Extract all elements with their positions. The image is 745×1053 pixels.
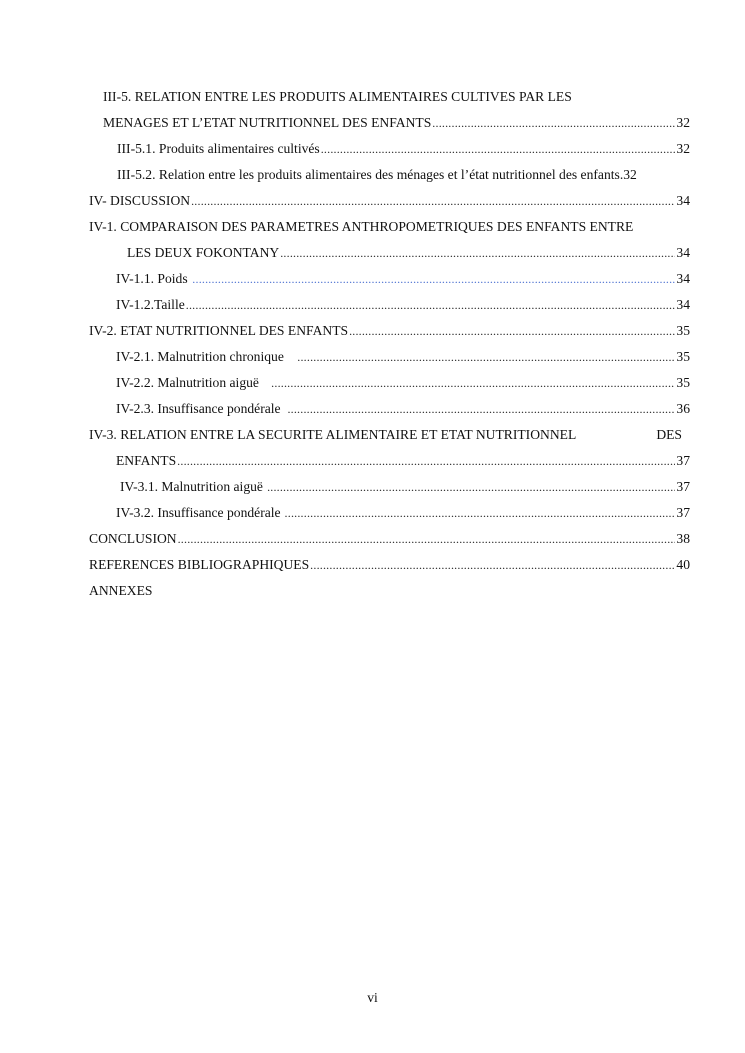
toc-entry-title: III-5.1. Produits alimentaires cultivés — [117, 141, 320, 156]
toc-entry-title: IV-2.1. Malnutrition chronique — [116, 349, 284, 364]
leader-dots — [287, 400, 675, 418]
toc-entry[interactable] — [116, 348, 690, 366]
toc-entry[interactable] — [89, 218, 690, 236]
toc-entry-page: 37 — [676, 453, 690, 468]
toc-entry-title: IV-3.2. Insuffisance pondérale — [116, 505, 281, 520]
toc-entry-title: IV-3.1. Malnutrition aiguë — [120, 479, 263, 494]
leader-dots — [178, 530, 676, 548]
toc-entry-title-tail: DES — [656, 427, 682, 442]
leader-dots — [321, 140, 676, 158]
toc-entry[interactable] — [89, 322, 690, 340]
toc-entry[interactable] — [89, 582, 690, 600]
toc-entry-page: 34 — [676, 297, 690, 312]
toc-entry[interactable] — [117, 166, 690, 184]
toc-entry-page: 38 — [676, 531, 690, 546]
toc-entry-title: ENFANTS — [116, 453, 177, 468]
toc-entry[interactable] — [116, 374, 690, 392]
toc-entry[interactable] — [116, 504, 690, 522]
toc-entry-title: IV-1. COMPARAISON DES PARAMETRES ANTHROPOMETRIQUES DES ENFANTS ENTRE — [89, 219, 634, 234]
leader-dots — [432, 114, 675, 132]
toc-entry-page: 34 — [676, 193, 690, 208]
toc-entry[interactable] — [116, 452, 690, 470]
leader-dots — [177, 452, 675, 470]
toc-entry-page: 34 — [676, 245, 690, 260]
leader-dots — [192, 270, 675, 288]
toc-entry-page: 32 — [676, 141, 690, 156]
toc-entry-title: IV-2.2. Malnutrition aiguë — [116, 375, 259, 390]
toc-entry-title: IV-1.2.Taille — [116, 297, 185, 312]
toc-entry-title: MENAGES ET L’ETAT NUTRITIONNEL DES ENFANTS — [103, 115, 432, 130]
toc-entry[interactable] — [120, 478, 690, 496]
toc-entry-title: III-5.2. Relation entre les produits alimentaires des ménages et l’état nutritionnel des enfants — [117, 167, 620, 182]
toc-entry-page: 35 — [676, 323, 690, 338]
toc-entry-page: 35 — [676, 349, 690, 364]
toc-entry[interactable] — [89, 530, 690, 548]
toc-entry-page: 34 — [676, 271, 690, 286]
toc-entry-page: 40 — [676, 557, 690, 572]
toc-entry-title: III-5. RELATION ENTRE LES PRODUITS ALIMENTAIRES CULTIVES PAR LES — [103, 89, 572, 104]
toc-entry-title: IV-1.1. Poids — [116, 271, 188, 286]
leader-dots — [285, 504, 676, 522]
leader-dots — [271, 374, 675, 392]
toc-entry-title: LES DEUX FOKONTANY — [127, 245, 280, 260]
toc-entry-title: REFERENCES BIBLIOGRAPHIQUES — [89, 557, 310, 572]
toc-entry-title: IV-2. ETAT NUTRITIONNEL DES ENFANTS — [89, 323, 349, 338]
toc-entry-page: 35 — [676, 375, 690, 390]
leader-dots — [310, 556, 675, 574]
leader-dots — [297, 348, 675, 366]
toc-entry-title: IV- DISCUSSION — [89, 193, 191, 208]
toc-entry[interactable] — [117, 140, 690, 158]
toc-entry[interactable] — [116, 270, 690, 288]
toc-entry[interactable] — [127, 244, 690, 262]
toc-entry-title: CONCLUSION — [89, 531, 177, 546]
toc-entry[interactable] — [116, 296, 690, 314]
leader-dots — [280, 244, 675, 262]
toc-entry[interactable] — [89, 556, 690, 574]
toc-entry-title: ANNEXES — [89, 583, 153, 598]
page-number: vi — [367, 990, 378, 1005]
leader-dots — [267, 478, 675, 496]
toc-entry[interactable] — [103, 88, 690, 106]
toc-entry-page: 37 — [676, 505, 690, 520]
leader-dots — [349, 322, 675, 340]
toc-entry[interactable] — [103, 114, 690, 132]
leader-dots — [186, 296, 676, 314]
leader-dots — [191, 192, 675, 210]
toc-entry[interactable] — [89, 192, 690, 210]
toc-entry[interactable] — [89, 426, 682, 444]
toc-entry[interactable] — [116, 400, 690, 418]
toc-entry-page: 37 — [676, 479, 690, 494]
toc-entry-page: .32 — [619, 167, 637, 182]
toc-entry-page: 36 — [676, 401, 690, 416]
toc-entry-title: IV-2.3. Insuffisance pondérale — [116, 401, 281, 416]
toc-entry-page: 32 — [676, 115, 690, 130]
toc-entry-title: IV-3. RELATION ENTRE LA SECURITE ALIMENTAIRE ET ETAT NUTRITIONNEL — [89, 427, 577, 442]
